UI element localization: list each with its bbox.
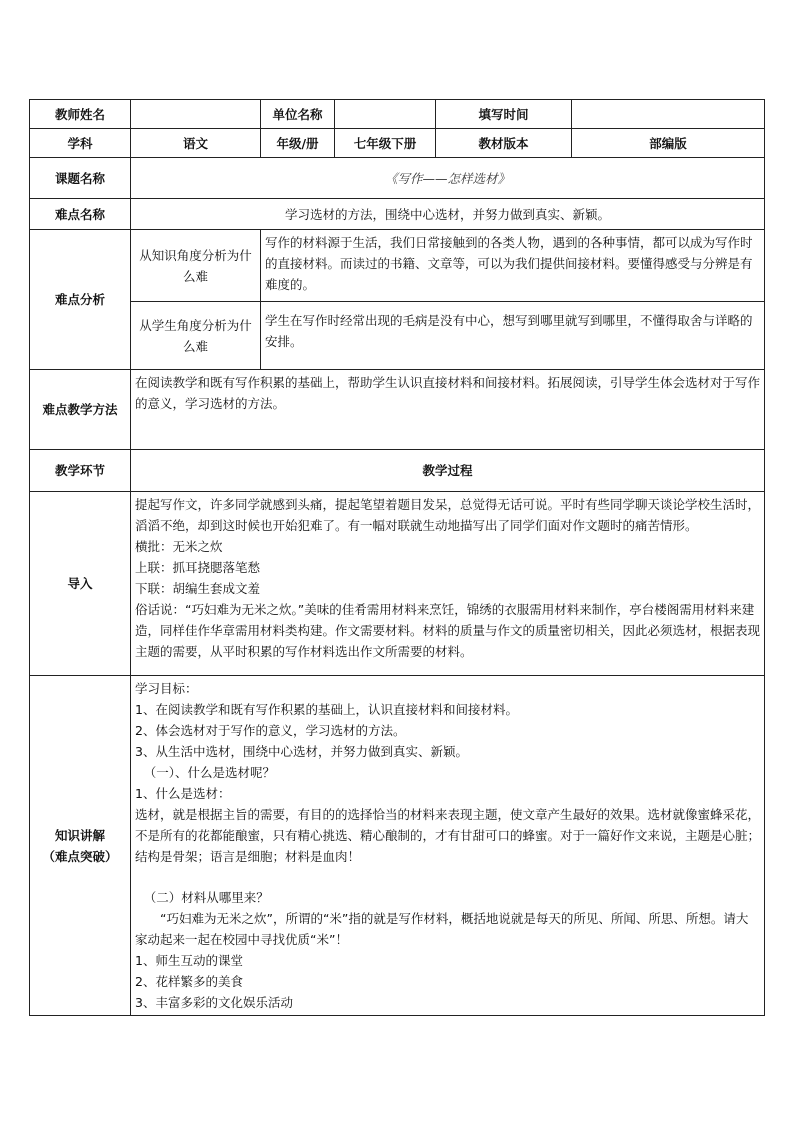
intro-label: 导入 [30, 492, 131, 676]
lesson-plan-table [29, 99, 765, 1016]
section-1-subtitle: 1、什么是选材： [135, 786, 231, 801]
intro-paragraph: 提起写作文，许多同学就感到头痛，提起笔望着题目发呆，总觉得无话可说。平时有些同学聊天谈论学校生活时，滔滔不绝，却到这时候也开始犯难了。有一幅对联就生动地描写出了同学们面对作文题时的痛苦情形。 [135, 497, 761, 533]
difficulty-label: 难点名称 [30, 199, 131, 230]
method-label: 难点教学方法 [30, 370, 131, 450]
analysis-row-student [30, 302, 765, 370]
spacer [135, 867, 760, 887]
goal-item: 2、体会选材对于写作的意义，学习选材的方法。 [135, 723, 406, 738]
topic-row [30, 158, 765, 199]
process-header-row [30, 450, 765, 492]
knowledge-label-cell [30, 676, 131, 1016]
goals-title: 学习目标： [135, 681, 198, 696]
section-1-title: （一）、什么是选材呢？ [143, 765, 276, 780]
edition-value: 部编版 [572, 129, 765, 158]
topic-label: 课题名称 [30, 158, 131, 199]
knowledge-sublabel: （难点突破） [42, 848, 118, 864]
difficulty-value: 学习选材的方法，围绕中心选材，并努力做到真实、新颖。 [131, 199, 765, 230]
knowledge-content [131, 676, 765, 1016]
material-item: 2、花样繁多的美食 [135, 974, 243, 989]
intro-row [30, 492, 765, 676]
goal-item: 3、从生活中选材，围绕中心选材，并努力做到真实、新颖。 [135, 744, 468, 759]
difficulty-row [30, 199, 765, 230]
header-row-1 [30, 100, 765, 129]
section-2-text: “巧妇难为无米之炊”，所谓的“米”指的就是写作材料，概括地说就是每天的所见、所闻、所思、所想。请大家动起来一起在校园中寻找优质“米”！ [135, 911, 749, 947]
student-angle-label: 从学生角度分析为什么难 [131, 302, 261, 370]
subject-label: 学科 [30, 129, 131, 158]
header-row-2 [30, 129, 765, 158]
couplet-horizontal: 横批：无米之炊 [135, 539, 223, 554]
method-row [30, 370, 765, 450]
couplet-upper: 上联：抓耳挠腮落笔愁 [135, 560, 261, 575]
process-header: 教学过程 [131, 450, 765, 492]
knowledge-angle-label: 从知识角度分析为什么难 [131, 230, 261, 302]
grade-value: 七年级下册 [335, 129, 436, 158]
stage-header: 教学环节 [30, 450, 131, 492]
section-2-title: （二）材料从哪里来？ [143, 890, 269, 905]
knowledge-angle-text: 写作的材料源于生活，我们日常接触到的各类人物，遇到的各种事情，都可以成为写作时的直接材料。而读过的书籍、文章等，可以为我们提供间接材料。要懂得感受与分辨是有难度的。 [261, 230, 765, 302]
edition-label: 教材版本 [436, 129, 572, 158]
analysis-row-knowledge [30, 230, 765, 302]
proverb-paragraph: 俗话说：“巧妇难为无米之炊。”美味的佳肴需用材料来烹饪，锦绣的衣服需用材料来制作，亭台楼阁需用材料来建造，同样佳作华章需用材料类构建。作文需要材料。材料的质量与作文的质量密切相关，因此必须选材，根据表现主题的需要，从平时积累的写作材料选出作文所需要的材料。 [135, 602, 761, 659]
date-label: 填写时间 [436, 100, 572, 129]
intro-content [131, 492, 765, 676]
student-angle-text: 学生在写作时经常出现的毛病是没有中心，想写到哪里就写到哪里，不懂得取舍与详略的安排。 [261, 302, 765, 370]
goal-item: 1、在阅读教学和既有写作积累的基础上，认识直接材料和间接材料。 [135, 702, 518, 717]
knowledge-row [30, 676, 765, 1016]
subject-value: 语文 [131, 129, 261, 158]
material-item: 1、师生互动的课堂 [135, 953, 243, 968]
date-value [572, 100, 765, 129]
section-1-text: 选材，就是根据主旨的需要，有目的的选择恰当的材料来表现主题，使文章产生最好的效果。选材就像蜜蜂采花， 不是所有的花都能酿蜜，只有精心挑选、精心酿制的，才有甘甜可口的蜂蜜。对于一篇好作文来说，主题是心脏；结构是骨架；语言是细胞；材料是血肉！ [135, 807, 761, 864]
teacher-value [131, 100, 261, 129]
couplet-lower: 下联：胡编生套成文羞 [135, 581, 261, 596]
unit-value [335, 100, 436, 129]
grade-label: 年级/册 [261, 129, 335, 158]
teacher-label: 教师姓名 [30, 100, 131, 129]
method-text: 在阅读教学和既有写作积累的基础上，帮助学生认识直接材料和间接材料。拓展阅读，引导学生体会选材对于写作的意义，学习选材的方法。 [131, 370, 765, 450]
analysis-label: 难点分析 [30, 230, 131, 370]
material-item: 3、丰富多彩的文化娱乐活动 [135, 995, 293, 1010]
unit-label: 单位名称 [261, 100, 335, 129]
topic-value: 《写作——怎样选材》 [131, 158, 765, 199]
knowledge-label: 知识讲解 [54, 827, 105, 843]
